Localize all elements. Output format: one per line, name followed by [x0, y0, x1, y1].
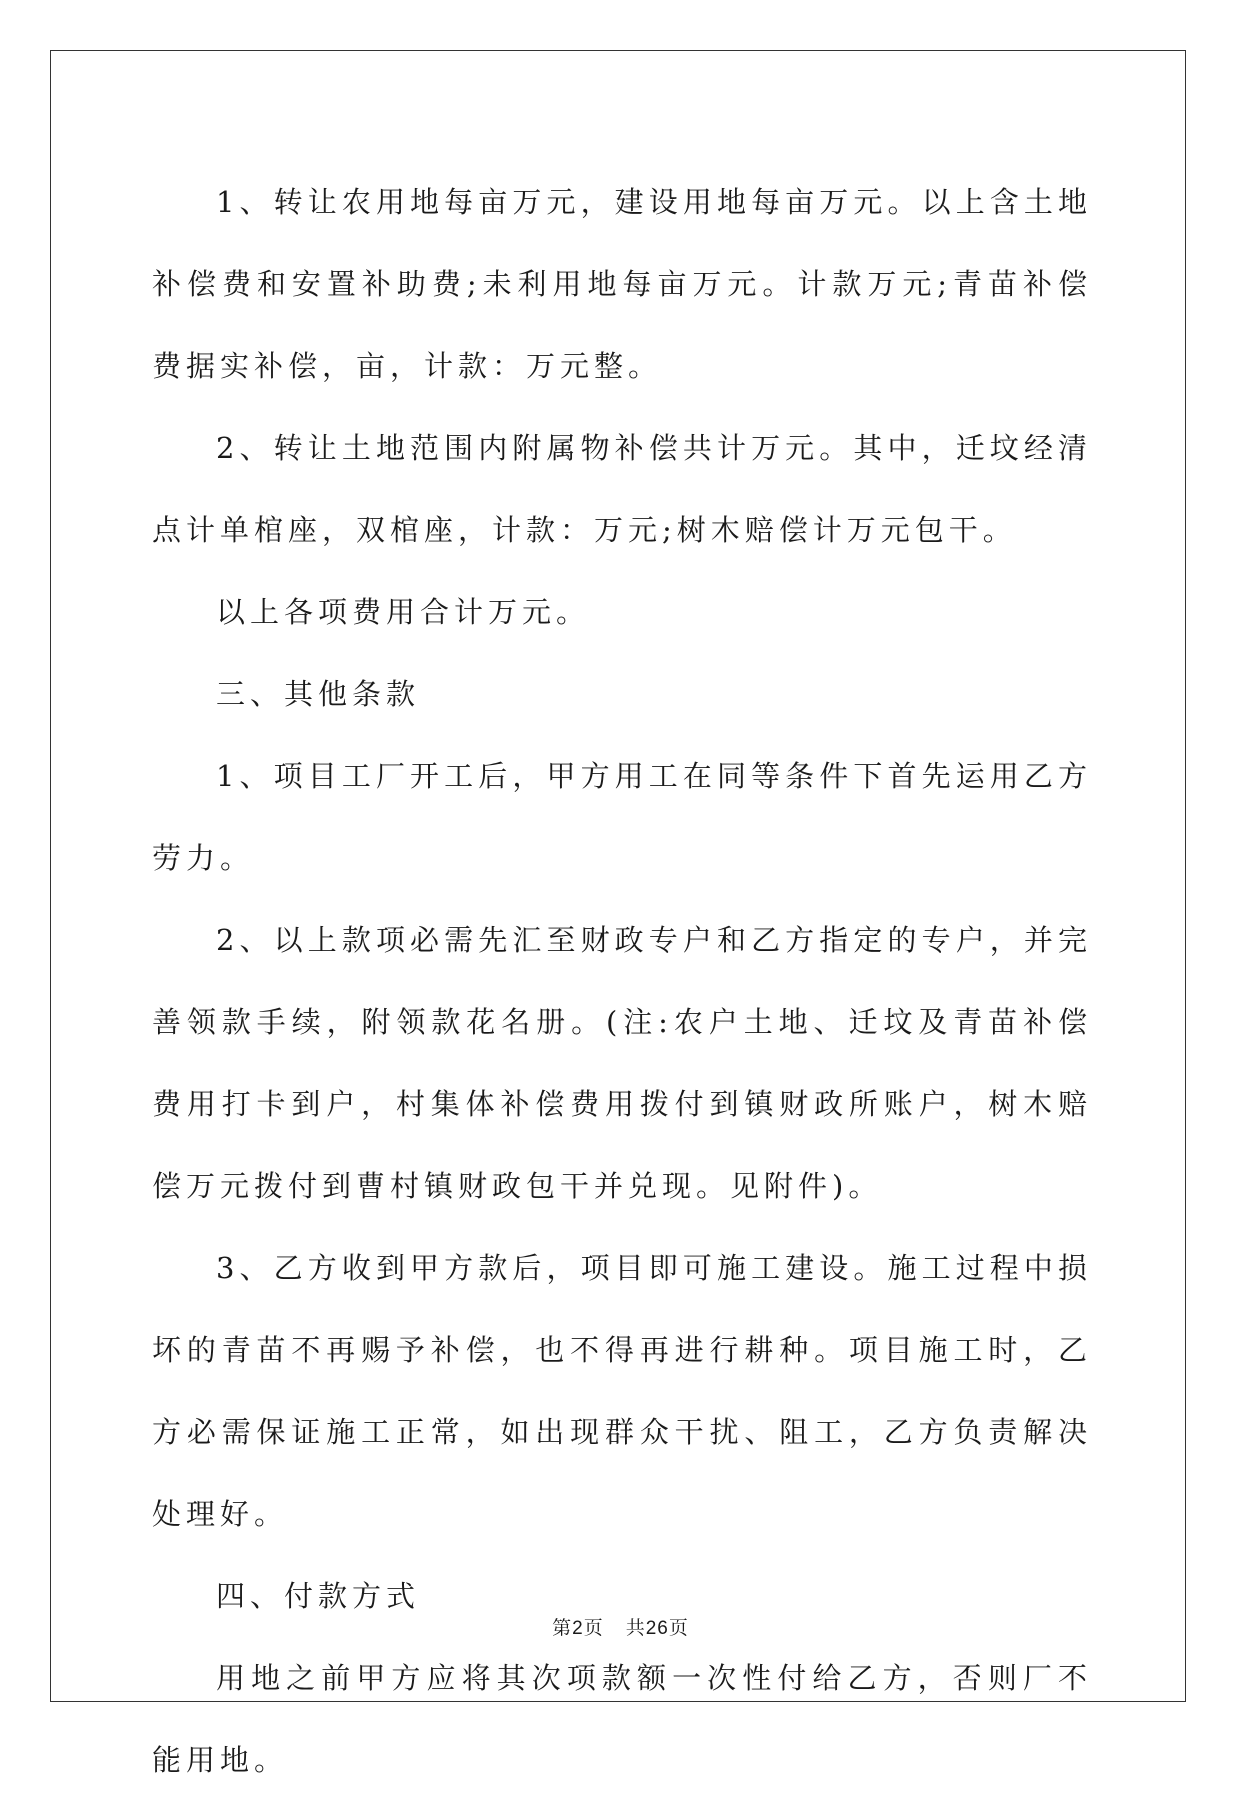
paragraph-construction-terms: 3、乙方收到甲方款后，项目即可施工建设。施工过程中损坏的青苗不再赐予补偿，也不得再进行耕种。项目施工时，乙方必需保证施工正常，如出现群众干扰、阻工，乙方负责解决处理好。	[152, 1251, 1092, 1531]
page-number: 2	[572, 1618, 584, 1639]
paragraph-payment-method: 用地之前甲方应将其次项款额一次性付给乙方，否则厂不能用地。	[152, 1661, 1092, 1777]
page-footer	[0, 1613, 1241, 1640]
page-suffix: 页	[583, 1617, 604, 1639]
total-prefix: 共	[625, 1617, 646, 1639]
total-suffix: 页	[668, 1617, 689, 1639]
paragraph-attachments-compensation: 2、转让土地范围内附属物补偿共计万元。其中，迁坟经清点计单棺座，双棺座，计款：万元;树木赔偿计万元包干。	[152, 431, 1092, 547]
paragraph-payment-accounts: 2、以上款项必需先汇至财政专户和乙方指定的专户，并完善领款手续，附领款花名册。(注:农户土地、迁坟及青苗补偿费用打卡到户，村集体补偿费用拨付到镇财政所账户，树木赔偿万元拨付到曹村镇财政包干并兑现。见附件)。	[152, 923, 1092, 1203]
document-body	[152, 161, 1092, 1801]
section-heading-payment-method: 四、付款方式	[216, 1579, 421, 1613]
paragraph-land-transfer-fees: 1、转让农用地每亩万元，建设用地每亩万元。以上含土地补偿费和安置补助费;未利用地每亩万元。计款万元;青苗补偿费据实补偿，亩，计款：万元整。	[152, 185, 1092, 383]
paragraph-total-fees: 以上各项费用合计万元。	[216, 595, 591, 629]
total-pages: 26	[645, 1618, 669, 1639]
section-heading-other-terms: 三、其他条款	[216, 677, 421, 711]
page-prefix: 第	[552, 1617, 573, 1639]
paragraph-labor-priority: 1、项目工厂开工后，甲方用工在同等条件下首先运用乙方劳力。	[152, 759, 1092, 875]
